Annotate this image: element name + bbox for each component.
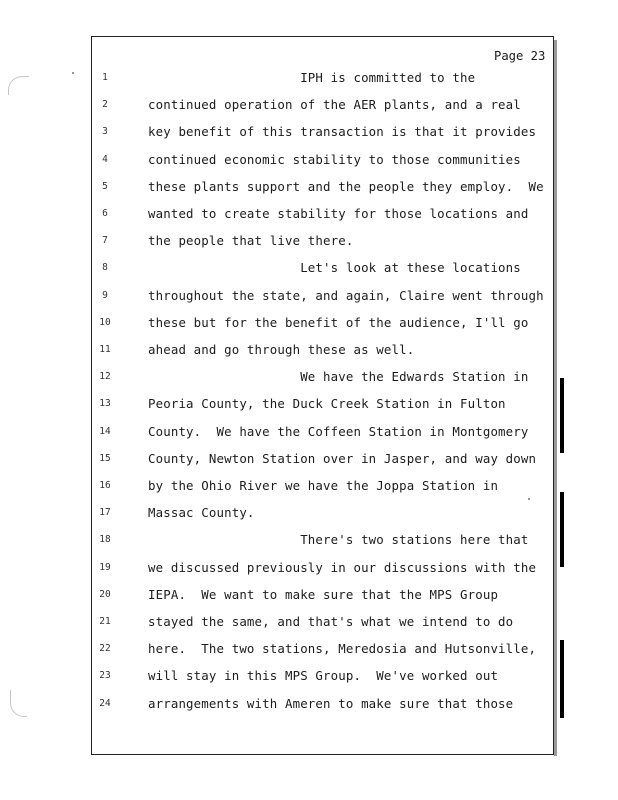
transcript-line: arrangements with Ameren to make sure that those — [148, 695, 514, 711]
line-number: 9 — [102, 289, 108, 301]
transcript-line: Peoria County, the Duck Creek Station in Fulton — [148, 396, 506, 412]
line-number: 17 — [99, 507, 111, 519]
transcript-line: continued economic stability to those communities — [148, 151, 521, 167]
transcript-line: County, Newton Station over in Jasper, and way down — [148, 450, 537, 466]
line-number: 21 — [99, 616, 111, 627]
line-number: 7 — [102, 235, 108, 247]
line-number: 19 — [99, 561, 111, 573]
page-shadow-edge — [554, 40, 557, 756]
transcript-line: throughout the state, and again, Claire went through — [148, 287, 544, 303]
transcript-line: continued operation of the AER plants, and a real — [148, 97, 521, 113]
transcript-line: stayed the same, and that's what we intend to do — [148, 614, 514, 629]
line-number: 2 — [102, 99, 108, 111]
transcript-line: key benefit of this transaction is that it provides — [148, 124, 537, 140]
transcript-line: the people that live there. — [148, 233, 354, 249]
transcript-line: these but for the benefit of the audience, I'll go — [148, 314, 529, 330]
line-number: 1 — [102, 72, 108, 83]
transcript-line: County. We have the Coffeen Station in Montgomery — [148, 423, 529, 439]
scan-hole-mark-top — [8, 76, 29, 95]
line-number: 24 — [99, 697, 111, 709]
line-number: 23 — [99, 670, 111, 682]
line-number: 3 — [102, 126, 108, 138]
page-bottom-rule — [91, 754, 554, 755]
margin-bar-1 — [560, 378, 564, 453]
line-number: 10 — [99, 316, 111, 328]
line-number: 15 — [99, 452, 111, 464]
line-number: 16 — [99, 480, 111, 491]
line-number: 4 — [102, 153, 108, 165]
transcript-line: these plants support and the people they employ. We — [148, 178, 544, 194]
margin-bar-2 — [560, 492, 564, 567]
scan-speck — [72, 72, 74, 74]
page-number: Page 23 — [494, 49, 546, 63]
transcript-line: wanted to create stability for those locations and — [148, 206, 529, 221]
transcript-line: We have the Edwards Station in — [148, 369, 529, 385]
transcript-line: Massac County. — [148, 505, 255, 521]
scan-speck — [528, 498, 530, 500]
line-number: 20 — [99, 588, 111, 600]
line-number: 22 — [99, 643, 111, 655]
line-number: 12 — [99, 371, 111, 383]
transcript-line: we discussed previously in our discussions with the — [148, 559, 537, 575]
transcript-line: There's two stations here that — [148, 532, 529, 548]
line-number: 14 — [99, 425, 111, 437]
transcript-line: will stay in this MPS Group. We've worked out — [148, 668, 499, 684]
transcript-line: IEPA. We want to make sure that the MPS Group — [148, 586, 499, 602]
transcript-line: ahead and go through these as well. — [148, 342, 415, 357]
line-number: 6 — [102, 208, 108, 219]
line-number: 11 — [99, 344, 111, 355]
transcript-line: IPH is committed to the — [148, 70, 476, 85]
line-number: 18 — [99, 534, 111, 546]
transcript-line: by the Ohio River we have the Joppa Station in — [148, 478, 499, 493]
scan-hole-mark-bottom — [10, 690, 27, 717]
margin-bar-3 — [560, 640, 564, 718]
line-number: 13 — [99, 398, 111, 410]
line-number: 8 — [102, 262, 108, 274]
line-number: 5 — [102, 180, 108, 192]
transcript-line: here. The two stations, Meredosia and Hutsonville, — [148, 641, 537, 657]
transcript-line: Let's look at these locations — [148, 260, 521, 276]
